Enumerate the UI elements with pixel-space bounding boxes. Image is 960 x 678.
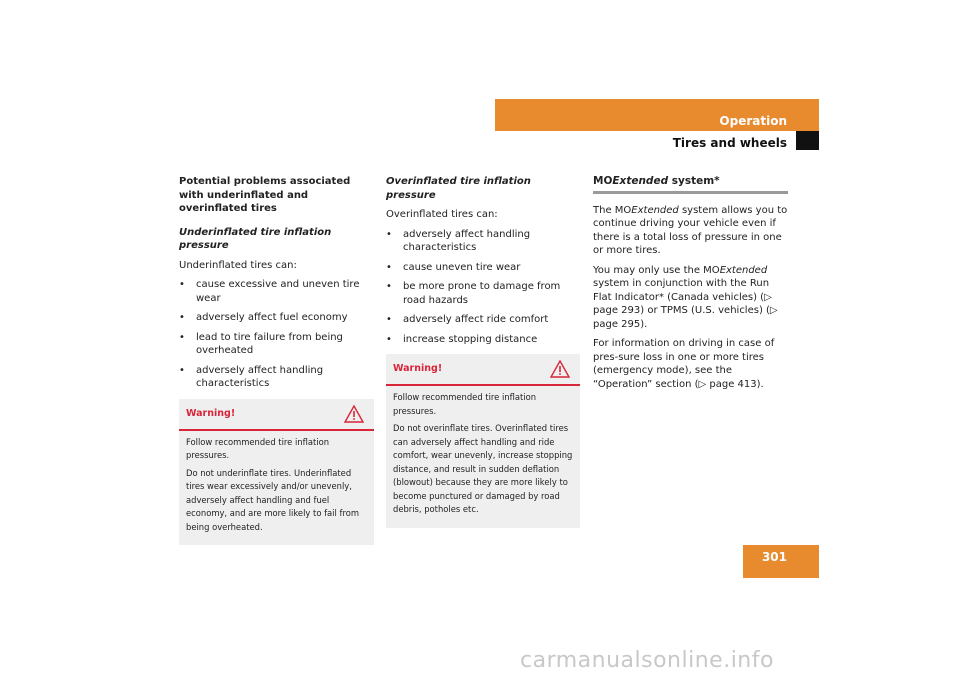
warning-label: Warning!: [393, 363, 443, 374]
list-item: • lead to tire failure from being overheated: [179, 331, 374, 358]
col1-intro: Underinflated tires can:: [179, 259, 297, 271]
col1-subheading: Underinflated tire inflation pressure: [179, 226, 332, 251]
col2-intro: Overinflated tires can:: [386, 209, 498, 220]
list-item: • adversely affect ride comfort: [386, 313, 580, 327]
page-number: 301: [761, 550, 787, 564]
warning-text: Follow recommended tire inflation pressures.: [393, 392, 537, 416]
warning-body: [386, 386, 580, 528]
warning-triangle-icon: [344, 405, 364, 428]
heading-italic: Extended: [612, 175, 669, 187]
text-fragment-italic: Extended: [631, 204, 679, 216]
section-subtitle: Tires and wheels: [672, 136, 787, 150]
col3-heading: [593, 175, 788, 194]
column-3: [593, 175, 788, 397]
warning-text: Do not overinflate tires. Overinflated tires can adversely affect handling and ride comfort, wear unevenly, increase stopping distance, and result in sudden deflation (blowout) because they are more likely to become punctured or damaged by road debris, potholes etc.: [393, 423, 573, 514]
list-item: • adversely affect fuel economy: [179, 311, 374, 325]
warning-triangle-icon: [550, 360, 570, 383]
section-title: Operation: [719, 114, 787, 128]
list-item: • cause uneven tire wear: [386, 261, 580, 275]
heading-suffix: system*: [668, 175, 720, 187]
col1-heading: Potential problems associated with underinflated and overinflated tires: [179, 176, 351, 214]
col3-paragraph-2: [593, 264, 788, 332]
col2-bullet-list: [386, 228, 580, 347]
section-header-band: [495, 99, 819, 131]
text-fragment-italic: Extended: [719, 264, 768, 276]
header-marker: [796, 131, 819, 150]
col2-subheading: Overinflated tire inflation pressure: [386, 176, 531, 201]
list-item: • adversely affect handling characteristics: [179, 364, 374, 391]
text-fragment: system in conjunction with the Run Flat Indicator* (Canada vehicles) (▷ page 293) or TPMS (U.S. vehicles) (▷ page 295).: [593, 278, 778, 330]
heading-prefix: MO: [593, 175, 613, 187]
col1-bullet-list: [179, 278, 374, 391]
text-fragment: You may only use the MO: [593, 264, 720, 276]
page-number-box: [743, 545, 819, 578]
warning-box: [386, 354, 580, 528]
list-item: • be more prone to damage from road hazards: [386, 280, 580, 307]
column-2: [386, 175, 580, 528]
text-fragment: The MO: [593, 204, 632, 216]
text-fragment: system allows you to continue driving your vehicle even if there is a total loss of pressure in one or more tires.: [593, 204, 788, 256]
warning-box: [179, 399, 374, 546]
list-item: • increase stopping distance: [386, 333, 580, 347]
warning-text: Follow recommended tire inflation pressures.: [186, 436, 330, 460]
column-1: [179, 175, 374, 545]
warning-label: Warning!: [186, 407, 236, 419]
col3-paragraph-3: For information on driving in case of pres-sure loss in one or more tires (emergency mode), see the “Operation” section (▷ page 413).: [593, 338, 775, 390]
warning-header: [386, 354, 580, 386]
list-item: • adversely affect handling characteristics: [386, 228, 580, 255]
warning-text: Do not underinflate tires. Underinflated tires wear excessively and/or unevenly, adversely affect handling and fuel economy, and are more likely to fail from being overheated.: [186, 467, 359, 532]
col3-paragraph-1: [593, 204, 788, 258]
watermark: carmanualsonline.info: [520, 648, 774, 673]
warning-body: [179, 431, 374, 546]
warning-header: [179, 399, 374, 431]
list-item: • cause excessive and uneven tire wear: [179, 278, 374, 305]
